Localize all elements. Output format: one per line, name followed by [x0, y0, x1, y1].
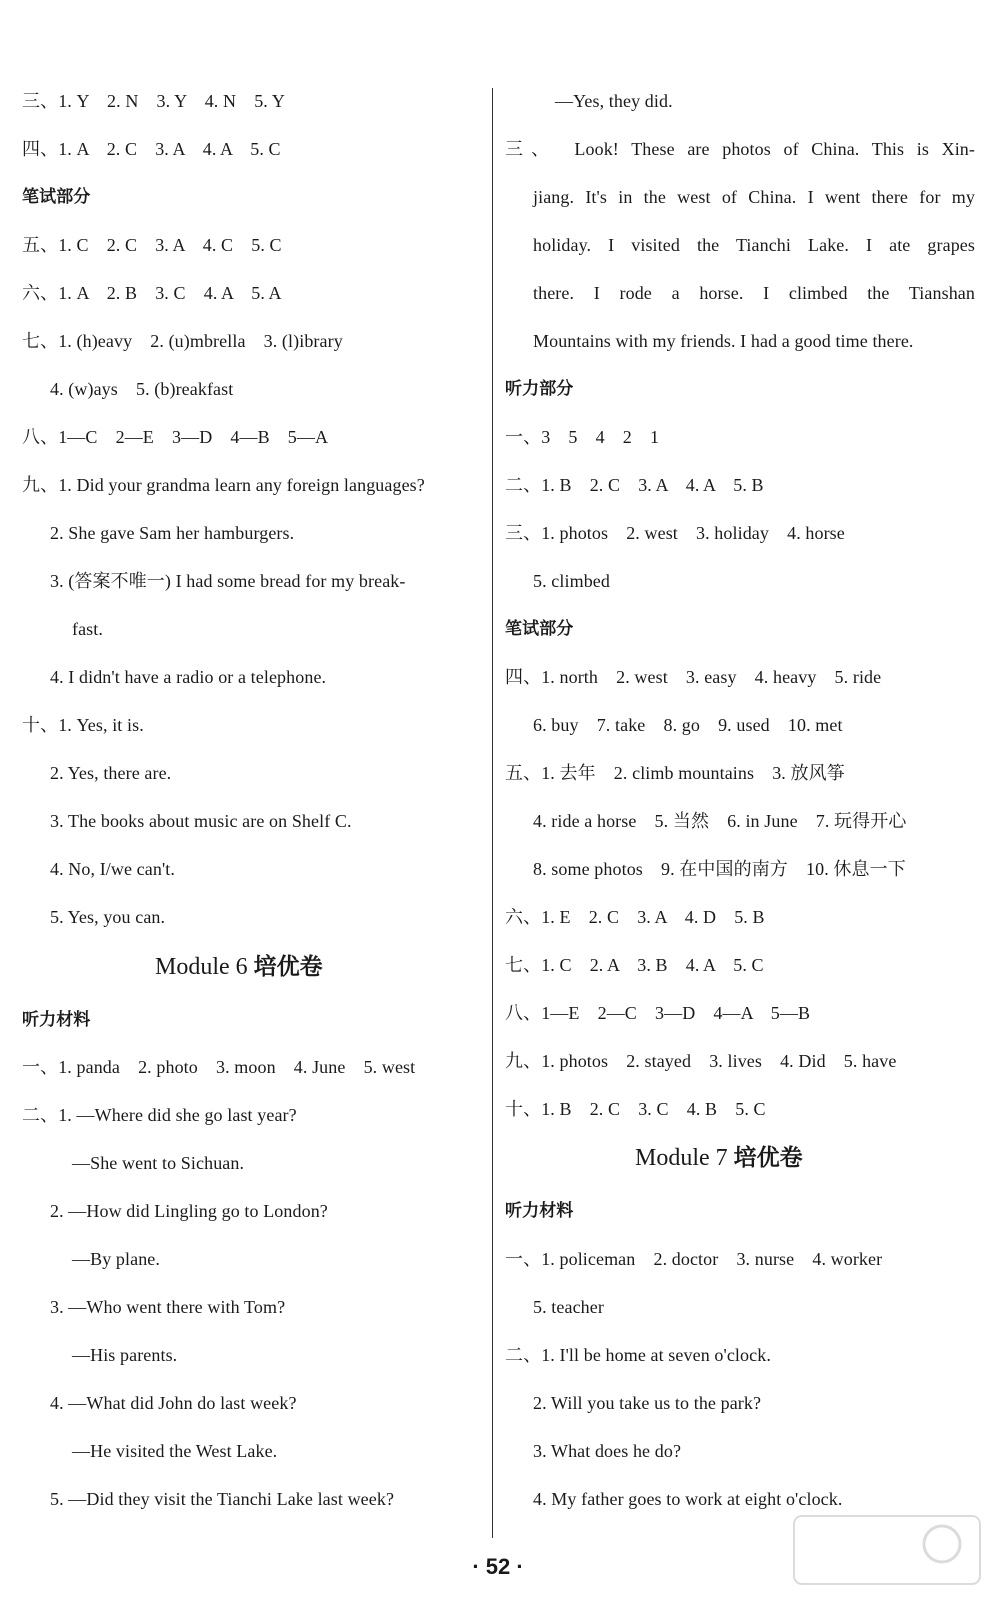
answer-line: there. I rode a horse. I climbed the Tianshan	[533, 283, 975, 303]
answer-line: 3. (答案不唯一) I had some bread for my break-	[50, 571, 406, 591]
answer-line: 4. (w)ays 5. (b)reakfast	[50, 379, 234, 399]
answer-line: 3. What does he do?	[533, 1441, 682, 1461]
answer-line: holiday. I visited the Tianchi Lake. I ate grapes	[533, 235, 975, 255]
answer-line: 3. The books about music are on Shelf C.	[50, 811, 352, 831]
answer-line: 三、 Look! These are photos of China. This is Xin-	[505, 139, 975, 159]
answer-line: 三、1. Y 2. N 3. Y 4. N 5. Y	[22, 91, 285, 111]
answer-line: Mountains with my friends. I had a good time there.	[533, 331, 914, 351]
answer-line: 七、1. C 2. A 3. B 4. A 5. C	[505, 955, 764, 975]
answer-line: 六、1. A 2. B 3. C 4. A 5. A	[22, 283, 282, 303]
answer-line: 5. —Did they visit the Tianchi Lake last week?	[50, 1489, 395, 1509]
answer-line: —Yes, they did.	[555, 91, 673, 111]
answer-line: 5. teacher	[533, 1297, 604, 1317]
answer-line: 八、1—E 2—C 3—D 4—A 5—B	[505, 1003, 811, 1023]
answer-line: 九、1. photos 2. stayed 3. lives 4. Did 5. have	[505, 1051, 897, 1071]
section-heading: 听力材料	[505, 1201, 574, 1221]
answer-line: 2. She gave Sam her hamburgers.	[50, 523, 295, 543]
answer-line: 八、1—C 2—E 3—D 4—B 5—A	[22, 427, 329, 447]
section-title: Module 7 培优卷	[635, 1145, 803, 1171]
answer-line: 二、1. —Where did she go last year?	[22, 1105, 297, 1125]
watermark-logo	[792, 1514, 982, 1586]
answer-line: jiang. It's in the west of China. I went there for my	[533, 187, 975, 207]
answer-line: 十、1. B 2. C 3. C 4. B 5. C	[505, 1099, 766, 1119]
answer-line: —His parents.	[72, 1345, 178, 1365]
answer-line: 4. —What did John do last week?	[50, 1393, 297, 1413]
answer-line: 5. climbed	[533, 571, 610, 591]
answer-line: 8. some photos 9. 在中国的南方 10. 休息一下	[533, 859, 906, 879]
answer-line: 二、1. B 2. C 3. A 4. A 5. B	[505, 475, 764, 495]
section-heading: 笔试部分	[505, 619, 574, 639]
answer-line: 九、1. Did your grandma learn any foreign languages?	[22, 475, 425, 495]
answer-line: 七、1. (h)eavy 2. (u)mbrella 3. (l)ibrary	[22, 331, 343, 351]
answer-line: 六、1. E 2. C 3. A 4. D 5. B	[505, 907, 765, 927]
answer-line: 四、1. A 2. C 3. A 4. A 5. C	[22, 139, 281, 159]
answer-line: 五、1. C 2. C 3. A 4. C 5. C	[22, 235, 282, 255]
answer-line: 五、1. 去年 2. climb mountains 3. 放风筝	[505, 763, 845, 783]
answer-line: 4. No, I/we can't.	[50, 859, 176, 879]
answer-line: 一、3 5 4 2 1	[505, 427, 660, 447]
answer-line: 三、1. photos 2. west 3. holiday 4. horse	[505, 523, 845, 543]
section-heading: 听力部分	[505, 379, 574, 399]
answer-line: 4. My father goes to work at eight o'clock.	[533, 1489, 843, 1509]
answer-line: 4. ride a horse 5. 当然 6. in June 7. 玩得开心	[533, 811, 907, 831]
section-heading: 听力材料	[22, 1010, 91, 1030]
column-divider	[492, 88, 493, 1538]
answer-line: 6. buy 7. take 8. go 9. used 10. met	[533, 715, 843, 735]
section-heading: 笔试部分	[22, 187, 91, 207]
answer-line: 一、1. panda 2. photo 3. moon 4. June 5. west	[22, 1057, 416, 1077]
answer-line: —By plane.	[72, 1249, 160, 1269]
page-number: · 52 ·	[472, 1554, 524, 1579]
answer-line: fast.	[72, 619, 103, 639]
answer-line: 2. Will you take us to the park?	[533, 1393, 762, 1413]
answer-line: 2. —How did Lingling go to London?	[50, 1201, 328, 1221]
answer-line: 十、1. Yes, it is.	[22, 715, 144, 735]
answer-line: 4. I didn't have a radio or a telephone.	[50, 667, 327, 687]
answer-line: 5. Yes, you can.	[50, 907, 166, 927]
answer-line: 四、1. north 2. west 3. easy 4. heavy 5. ride	[505, 667, 882, 687]
answer-line: 一、1. policeman 2. doctor 3. nurse 4. worker	[505, 1249, 883, 1269]
section-title: Module 6 培优卷	[155, 954, 323, 980]
answer-line: —She went to Sichuan.	[72, 1153, 245, 1173]
answer-line: —He visited the West Lake.	[72, 1441, 278, 1461]
answer-line: 3. —Who went there with Tom?	[50, 1297, 286, 1317]
answer-line: 二、1. I'll be home at seven o'clock.	[505, 1345, 771, 1365]
answer-line: 2. Yes, there are.	[50, 763, 172, 783]
